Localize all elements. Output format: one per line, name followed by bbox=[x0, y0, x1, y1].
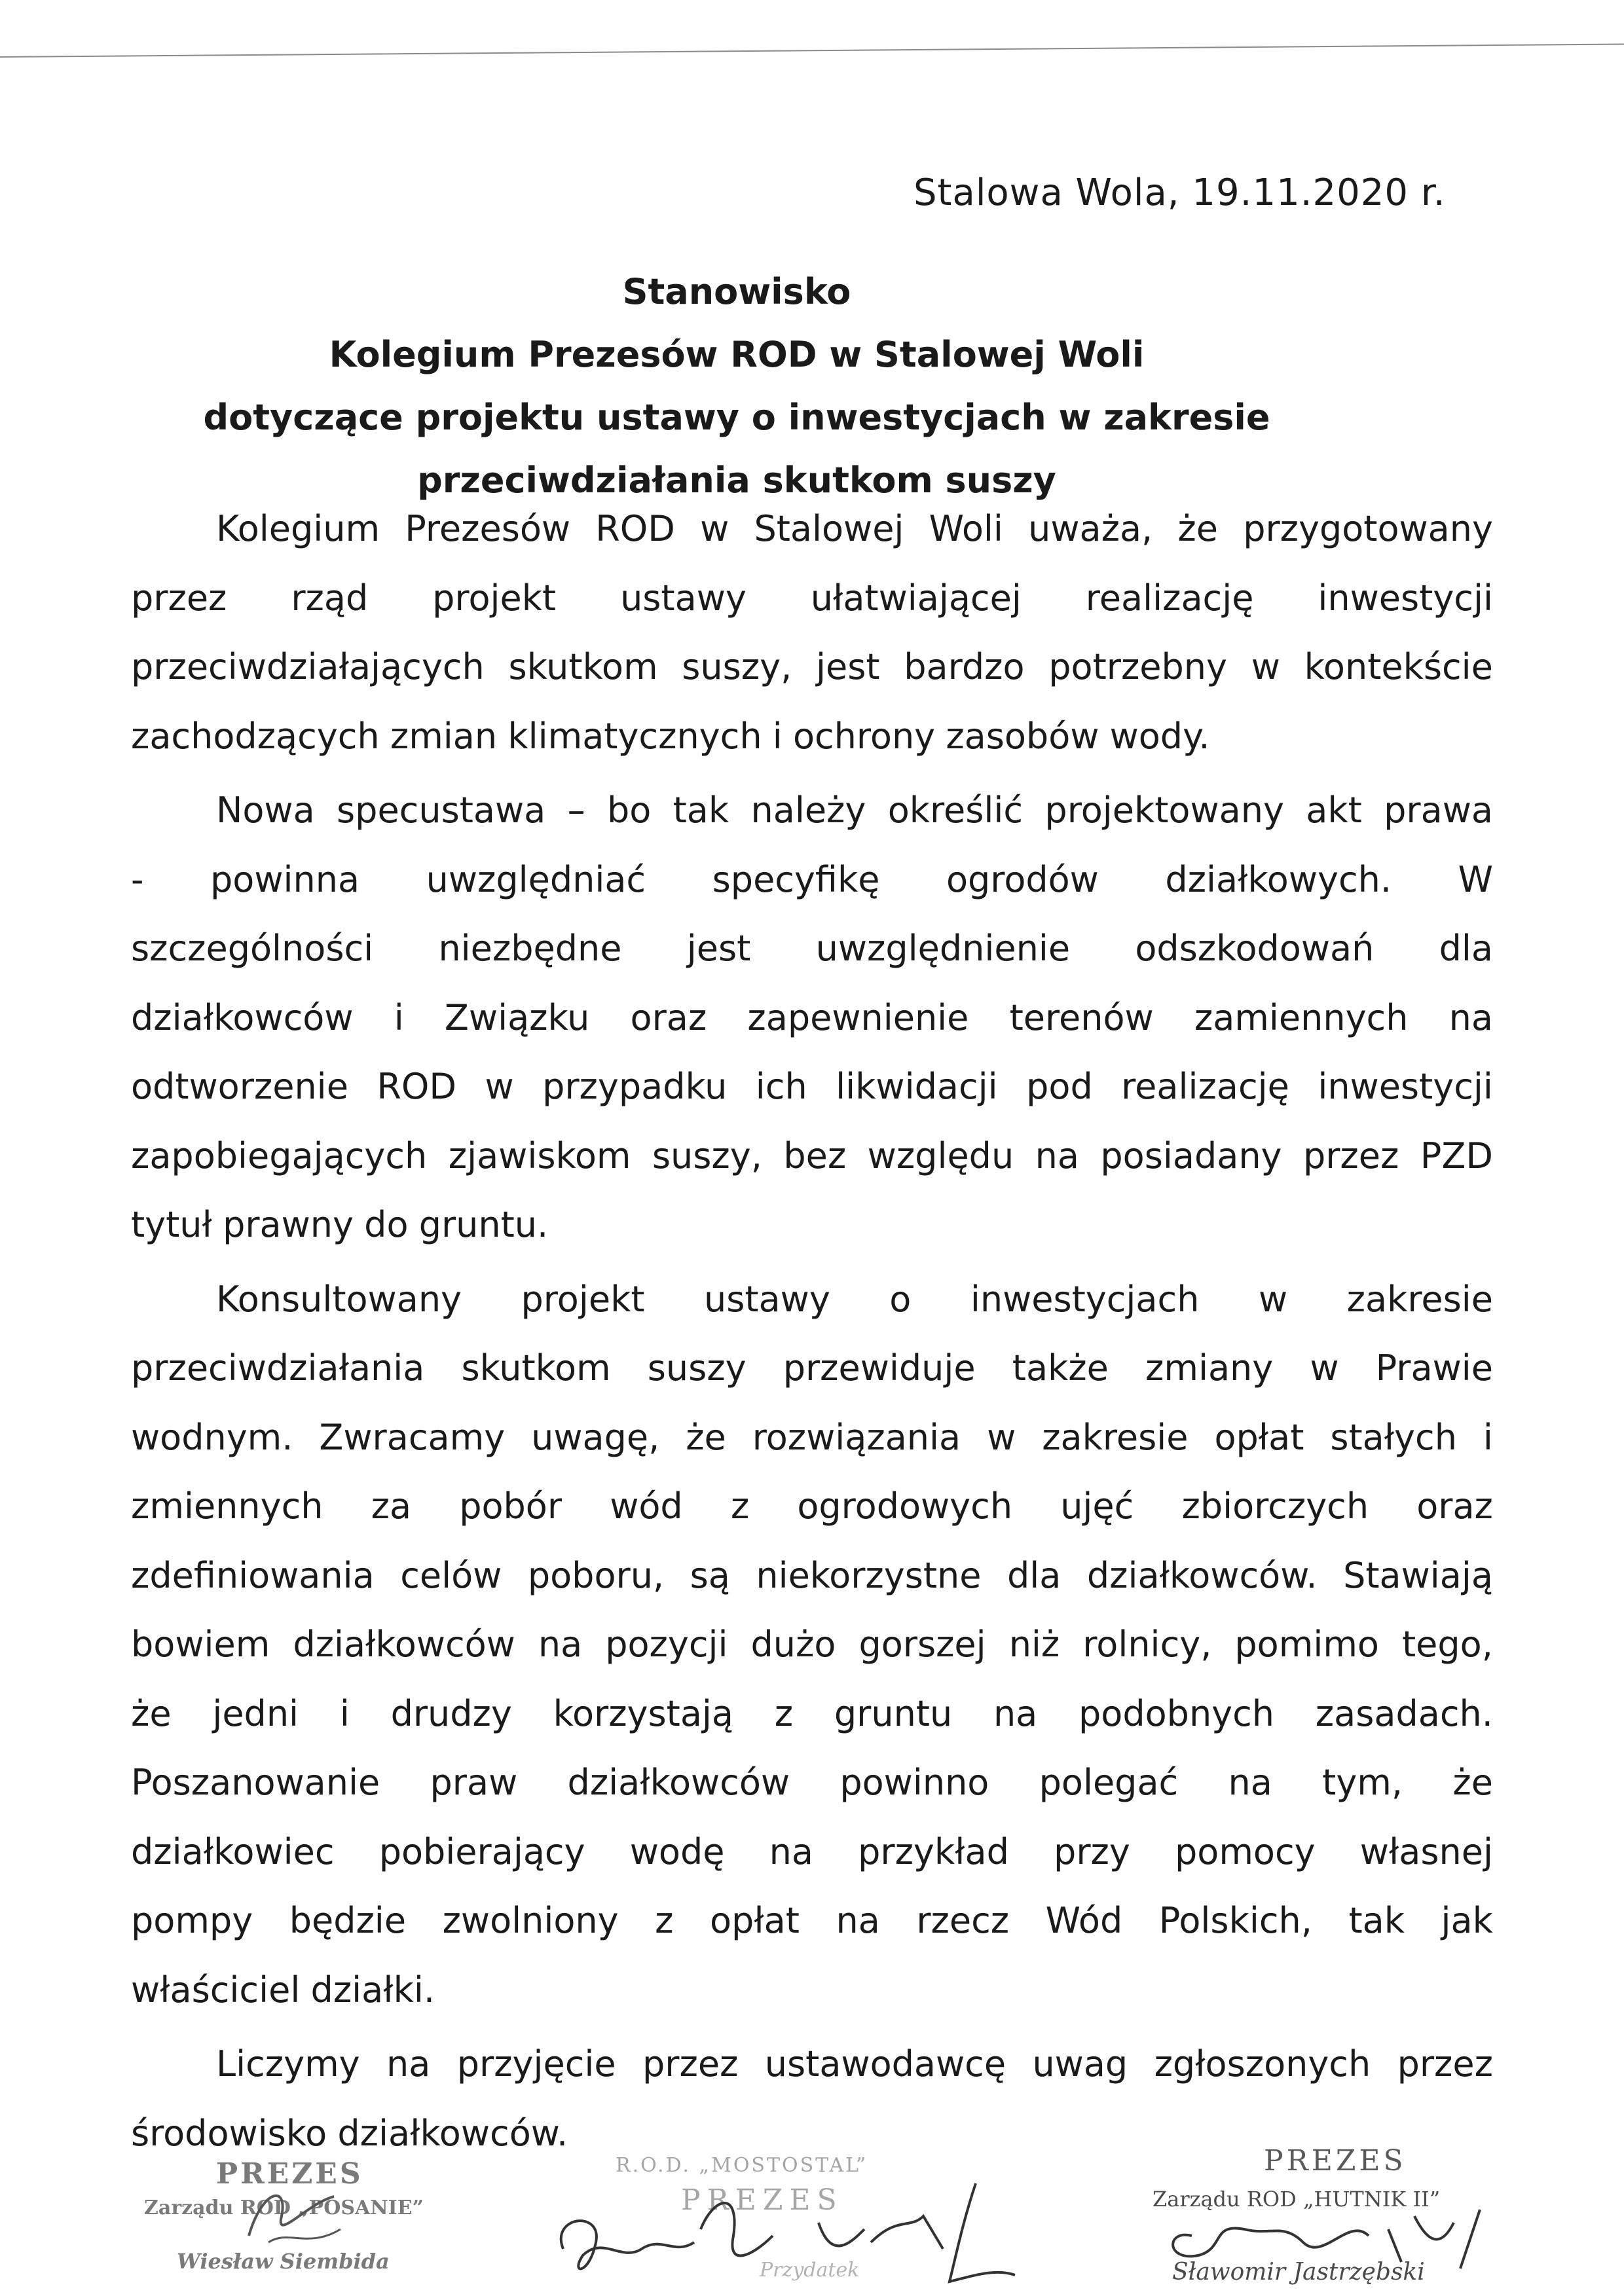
paragraph-gap bbox=[131, 2024, 1493, 2030]
text-line: środowisko działkowców. bbox=[131, 2112, 568, 2154]
stamp-title: PREZES bbox=[216, 2157, 363, 2191]
title-line: Stanowisko bbox=[622, 271, 851, 312]
paragraph bbox=[131, 494, 1493, 771]
text-line: zapobiegających zjawiskom suszy, bez względu na posiadany przez PZD bbox=[131, 1135, 1493, 1176]
paragraph-gap bbox=[131, 1260, 1493, 1265]
signatory-name: Wiesław Siembida bbox=[177, 2249, 390, 2274]
text-line: zdefiniowania celów poboru, są niekorzystne dla działkowców. Stawiają bbox=[131, 1554, 1493, 1596]
stamp-title: PREZES bbox=[681, 2183, 843, 2217]
signature-block-jastrzebski bbox=[1153, 2144, 1519, 2295]
text-line: właściciel działki. bbox=[131, 1969, 435, 2011]
text-line: Poszanowanie praw działkowców powinno polegać na tym, że bbox=[131, 1762, 1493, 1803]
text-line: że jedni i drudzy korzystają z gruntu na podobnych zasadach. bbox=[131, 1692, 1493, 1734]
signatory-name: Sławomir Jastrzębski bbox=[1172, 2259, 1425, 2286]
text-line: zachodzących zmian klimatycznych i ochrony zasobów wody. bbox=[131, 715, 1210, 757]
text-line: bowiem działkowców na pozycji dużo gorszej niż rolnicy, pomimo tego, bbox=[131, 1624, 1493, 1665]
document-body bbox=[131, 494, 1493, 2168]
text-line: Liczymy na przyjęcie przez ustawodawcę uwag zgłoszonych przez bbox=[216, 2043, 1493, 2085]
text-line: pompy będzie zwolniony z opłat na rzecz Wód Polskich, tak jak bbox=[131, 1900, 1493, 1941]
text-line: przeciwdziałania skutkom suszy przewiduje także zmiany w Prawie bbox=[131, 1347, 1493, 1389]
signature-block-mostostal bbox=[544, 2151, 1067, 2291]
title-line: Kolegium Prezesów ROD w Stalowej Woli bbox=[329, 334, 1145, 375]
scan-edge bbox=[0, 44, 1624, 58]
text-line: przeciwdziałających skutkom suszy, jest bardzo potrzebny w kontekście bbox=[131, 646, 1493, 687]
title-line: dotyczące projektu ustawy o inwestycjach w zakresie bbox=[203, 397, 1270, 438]
text-line: działkowców i Związku oraz zapewnienie terenów zamiennych na bbox=[131, 996, 1493, 1038]
text-line: szczególności niezbędne jest uwzględnienie odszkodowań dla bbox=[131, 928, 1493, 969]
paragraph bbox=[131, 1265, 1493, 2025]
text-line: odtworzenie ROD w przypadku ich likwidacji pod realizację inwestycji bbox=[131, 1066, 1493, 1107]
stamp-title: PREZES bbox=[1264, 2144, 1407, 2178]
handwritten-signature-icon bbox=[544, 2177, 1067, 2291]
document-title bbox=[131, 261, 1342, 512]
paragraph-gap bbox=[131, 771, 1493, 776]
text-line: Konsultowany projekt ustawy o inwestycjach w zakresie bbox=[216, 1278, 1493, 1320]
text-line: Kolegium Prezesów ROD w Stalowej Woli uważa, że przygotowany bbox=[216, 508, 1493, 549]
handwritten-signature-icon bbox=[236, 2177, 354, 2255]
signature-block-siembida bbox=[144, 2157, 511, 2288]
stamp-organization: Zarządu ROD „POSANIE” bbox=[144, 2196, 424, 2219]
text-line: działkowiec pobierający wodę na przykład przy pomocy własnej bbox=[131, 1831, 1493, 1872]
text-line: - powinna uwzględniać specyfikę ogrodów działkowych. W bbox=[131, 858, 1493, 900]
title-line: przeciwdziałania skutkom suszy bbox=[417, 460, 1056, 501]
stamp-organization: Zarządu ROD „HUTNIK II” bbox=[1153, 2187, 1441, 2212]
text-line: zmiennych za pobór wód z ogrodowych ujęć zbiorczych oraz bbox=[131, 1485, 1493, 1527]
text-line: przez rząd projekt ustawy ułatwiającej realizację inwestycji bbox=[131, 577, 1493, 619]
stamp-organization: R.O.D. „MOSTOSTAL” bbox=[616, 2154, 868, 2177]
text-line: Nowa specustawa – bo tak należy określić projektowany akt prawa bbox=[216, 790, 1493, 831]
letter-date: Stalowa Wola, 19.11.2020 r. bbox=[913, 172, 1446, 214]
text-line: tytuł prawny do gruntu. bbox=[131, 1204, 549, 1245]
paragraph bbox=[131, 776, 1493, 1260]
handwritten-signature-icon bbox=[1153, 2203, 1519, 2275]
text-line: wodnym. Zwracamy uwagę, że rozwiązania w zakresie opłat stałych i bbox=[131, 1416, 1493, 1458]
signatory-name: Przydatek bbox=[760, 2259, 860, 2282]
